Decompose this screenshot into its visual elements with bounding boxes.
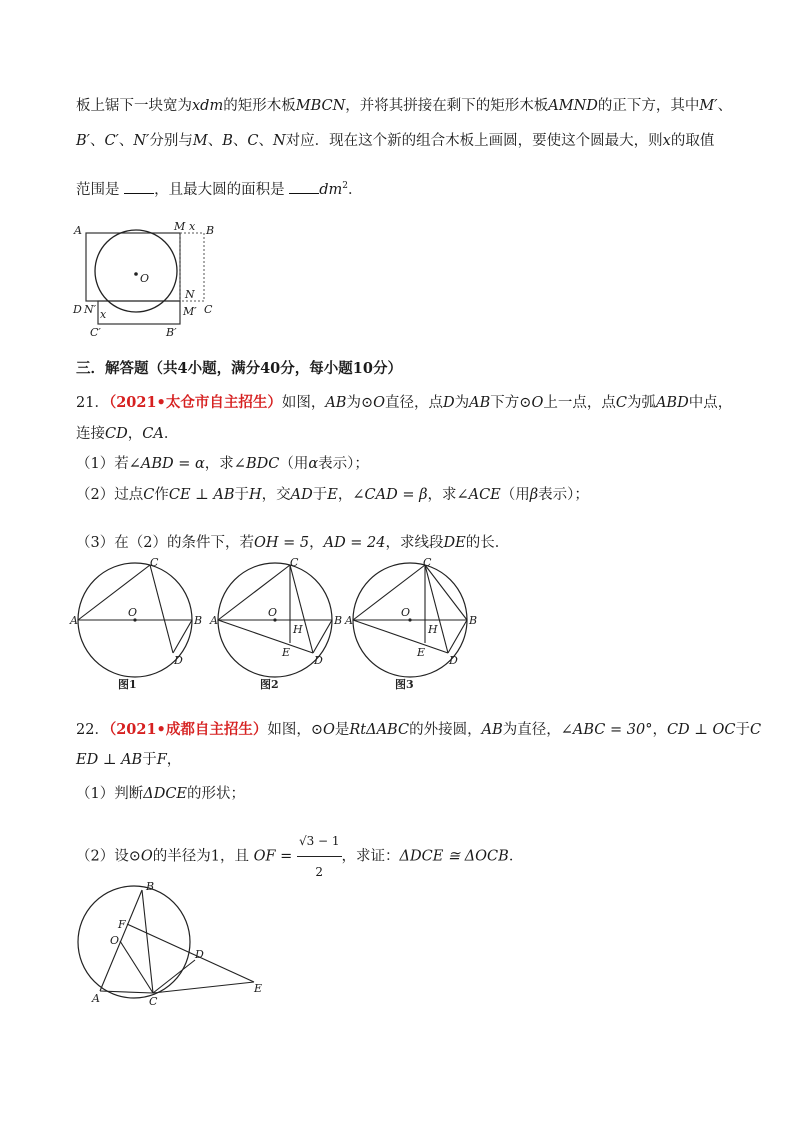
label-e: E — [417, 646, 426, 659]
math: MBCN — [295, 98, 346, 114]
label-o: O — [110, 934, 120, 947]
text: ， — [309, 535, 324, 551]
label-a: A — [210, 614, 218, 627]
label-d: D — [73, 303, 82, 316]
math: O — [531, 395, 544, 411]
section-heading: 三．解答题（共4小题，满分40分，每小题10分） — [76, 360, 402, 377]
math: CE ⊥ AB — [168, 487, 235, 503]
label-d: D — [314, 654, 323, 667]
text: 的外接圆， — [409, 722, 482, 738]
text: 、 — [717, 98, 733, 114]
math: C′ — [104, 133, 119, 149]
math: C — [143, 487, 155, 503]
math: C — [247, 133, 259, 149]
text: 、 — [232, 133, 248, 149]
label-a: A — [70, 614, 78, 627]
text: 下方⊙ — [490, 395, 532, 411]
p20-line2 — [76, 131, 714, 151]
math: xdm — [192, 98, 224, 114]
math: ABD — [655, 395, 689, 411]
label-d: D — [449, 654, 458, 667]
math: B′ — [76, 133, 90, 149]
text: 分别与 — [149, 133, 193, 149]
label-b: B — [334, 614, 343, 627]
math: E — [327, 487, 338, 503]
text: ． — [348, 181, 363, 198]
math: β — [529, 487, 539, 503]
text: 、 — [258, 133, 273, 149]
math: AD = 24 — [323, 535, 386, 551]
text: ． — [163, 426, 179, 442]
text: 板上锯下一块宽为 — [76, 98, 192, 114]
q21-line1 — [76, 393, 732, 413]
math: D — [443, 395, 455, 411]
q21-sub1 — [76, 454, 369, 474]
label-o: O — [128, 606, 138, 619]
text: 对应．现在这个新的组合木板上画圆，要使这个圆最大，则 — [285, 133, 663, 149]
label-o: O — [268, 606, 278, 619]
segment-cd — [425, 565, 448, 653]
math: F — [156, 752, 167, 768]
text: ， — [652, 722, 667, 738]
q21-line2 — [76, 424, 178, 444]
text: 如图，⊙ — [267, 722, 323, 738]
segment-cd — [153, 960, 195, 993]
math: ∠BDC — [233, 456, 280, 472]
p20-line3 — [76, 176, 363, 200]
answer-blank — [289, 179, 319, 194]
segment-cd — [150, 565, 173, 653]
text: （1）若 — [76, 456, 129, 472]
math: α — [308, 456, 319, 472]
text: 中点， — [688, 395, 733, 411]
math: AB — [325, 395, 347, 411]
math: M′ — [699, 98, 718, 114]
denominator: 2 — [315, 865, 324, 879]
label-b: B — [469, 614, 478, 627]
text: 于 — [312, 487, 328, 503]
label-c-prime: C′ — [90, 326, 101, 339]
text: ， — [166, 752, 182, 768]
text: ，求线段 — [385, 535, 444, 551]
text: （用 — [500, 487, 530, 503]
text: 表示）； — [318, 456, 369, 472]
text: 为直径， — [502, 722, 561, 738]
label-b-prime: B′ — [166, 326, 177, 339]
text: 的半径为1，且 — [152, 848, 249, 865]
q22-line2 — [76, 750, 181, 770]
label-a: A — [74, 224, 82, 237]
math: N′ — [133, 133, 150, 149]
text: 、 — [118, 133, 134, 149]
text: 的正下方，其中 — [597, 98, 700, 114]
label-d: D — [174, 654, 183, 667]
q21-figure-1 — [70, 556, 203, 691]
math: H — [249, 487, 262, 503]
math: O — [373, 395, 386, 411]
numerator: √3 − 1 — [297, 826, 342, 857]
circle-o — [95, 230, 177, 312]
text: ，且最大圆的面积是 — [154, 181, 285, 198]
board-figure — [70, 218, 230, 344]
label-x2: x — [100, 308, 107, 321]
label-e: E — [254, 982, 263, 995]
math: ED ⊥ AB — [76, 752, 143, 768]
q21-sub3 — [76, 533, 509, 553]
q21-sub2 — [76, 485, 589, 505]
label-f: F — [118, 918, 126, 931]
math: M — [192, 133, 208, 149]
label-o: O — [401, 606, 411, 619]
caption-fig2: 图2 — [260, 678, 279, 691]
text: 于 — [735, 722, 751, 738]
label-c: C — [423, 556, 432, 569]
math: CA — [142, 426, 164, 442]
label-a: A — [345, 614, 353, 627]
label-c: C — [290, 556, 299, 569]
text: 范围是 — [76, 181, 120, 198]
math: DE — [443, 535, 466, 551]
q22-line1 — [76, 720, 761, 740]
q21-figure-3 — [345, 556, 478, 691]
text: （1）判断 — [76, 786, 144, 802]
math: x — [662, 133, 671, 149]
math: AB — [481, 722, 503, 738]
math: ∠ACE — [456, 487, 501, 503]
text: 于 — [234, 487, 250, 503]
text: 上一点，点 — [543, 395, 616, 411]
text: 为 — [454, 395, 470, 411]
math: O — [140, 848, 153, 865]
math: ∠ABC = 30° — [560, 722, 653, 738]
label-x: x — [189, 220, 196, 233]
question-number: 22． — [76, 722, 109, 738]
label-c: C — [204, 303, 213, 316]
text: 表示）； — [538, 487, 589, 503]
text: ， — [337, 487, 353, 503]
q22-figure — [70, 878, 270, 1008]
label-e: E — [282, 646, 291, 659]
caption-fig3: 图3 — [395, 678, 414, 691]
question-number: 21． — [76, 395, 109, 411]
text: （用 — [279, 456, 309, 472]
text: （2）设⊙ — [76, 848, 141, 865]
fraction — [297, 826, 342, 887]
text: 为弧 — [626, 395, 656, 411]
source-tag: （2021•成都自主招生） — [108, 721, 268, 738]
math: AD — [290, 487, 313, 503]
text: ，求 — [204, 456, 234, 472]
label-h: H — [428, 623, 438, 636]
math: O — [322, 722, 335, 738]
text: ，求 — [427, 487, 457, 503]
math: C — [615, 395, 627, 411]
math: B — [222, 133, 233, 149]
math: ∠ABD = α — [128, 456, 205, 472]
text: ， — [127, 426, 143, 442]
text: 、 — [89, 133, 105, 149]
text: 的形状； — [187, 786, 246, 802]
segment-fe — [127, 924, 254, 982]
text: ． — [508, 848, 524, 865]
math: N — [272, 133, 286, 149]
label-o: O — [140, 272, 150, 285]
answer-blank — [124, 179, 154, 194]
text: 为⊙ — [346, 395, 374, 411]
center-o — [134, 272, 138, 276]
text: 的矩形木板 — [223, 98, 296, 114]
label-a: A — [92, 992, 100, 1005]
label-b: B — [194, 614, 203, 627]
segment-cd — [290, 565, 313, 653]
caption-fig1: 图1 — [118, 678, 137, 691]
text: 连接 — [76, 426, 105, 442]
math: AB — [469, 395, 491, 411]
text: 如图， — [281, 395, 326, 411]
label-h: H — [293, 623, 303, 636]
text: 于 — [142, 752, 157, 768]
text: ，求证： — [341, 848, 400, 865]
text: 作 — [154, 487, 169, 503]
text: 的取值 — [670, 133, 715, 149]
label-b: B — [146, 880, 155, 893]
math: OH = 5 — [253, 535, 310, 551]
text: ，交 — [261, 487, 291, 503]
math: OF = — [253, 848, 293, 865]
math: ∠CAD = β — [352, 487, 428, 503]
circle — [78, 886, 190, 998]
math: CD — [105, 426, 128, 442]
segment-ac — [218, 565, 290, 620]
label-n: N — [185, 288, 195, 301]
superscript: 2 — [342, 181, 348, 191]
label-n-prime: N′ — [84, 303, 97, 316]
math: ΔDCE ≅ ΔOCB — [399, 848, 509, 865]
label-d: D — [195, 948, 204, 961]
text: 是 — [334, 722, 350, 738]
diameter-ab — [100, 890, 142, 991]
text: （3）在（2）的条件下，若 — [76, 535, 254, 551]
math: AMND — [548, 98, 598, 114]
q22-sub1 — [76, 784, 245, 804]
math: ΔDCE — [143, 786, 188, 802]
text: （2）过点 — [76, 487, 144, 503]
label-c: C — [149, 995, 158, 1008]
math: CD ⊥ OC — [666, 722, 736, 738]
label-c: C — [150, 556, 159, 569]
label-m-prime: M′ — [183, 305, 197, 318]
p20-line1 — [76, 96, 732, 116]
text: 的长． — [465, 535, 510, 551]
text: ，并将其拼接在剩下的矩形木板 — [345, 98, 549, 114]
label-m: M — [174, 220, 186, 233]
segment-ac — [78, 565, 150, 620]
math: C — [750, 722, 762, 738]
segment-ac — [353, 565, 425, 620]
q21-figure-2 — [210, 556, 343, 691]
text: 、 — [207, 133, 223, 149]
math: dm — [319, 181, 343, 198]
source-tag: （2021•太仓市自主招生） — [108, 394, 282, 411]
math: RtΔABC — [349, 722, 410, 738]
label-b: B — [206, 224, 215, 237]
segment-ce — [153, 982, 254, 993]
text: 直径，点 — [385, 395, 444, 411]
segment-cb — [425, 565, 467, 620]
